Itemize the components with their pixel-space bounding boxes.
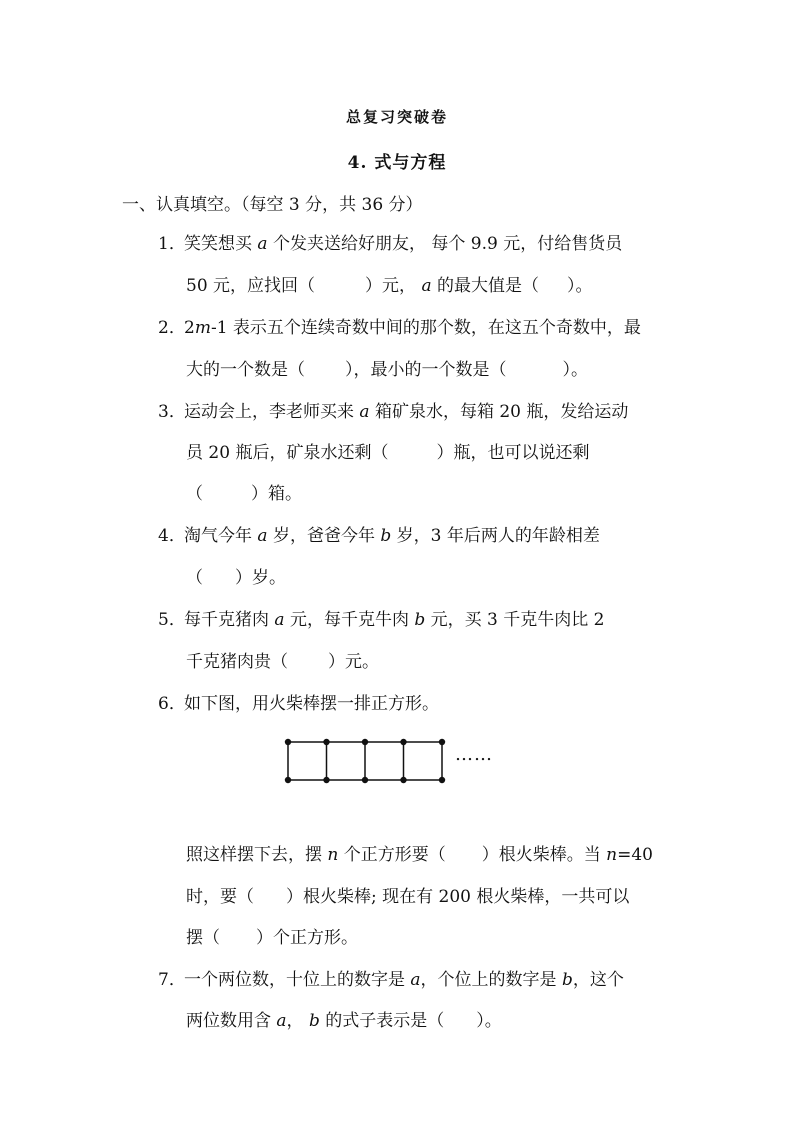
question-text: 每千克猪肉 [184, 610, 275, 630]
question-line [186, 358, 588, 382]
question-text: ）个正方形。 [256, 928, 358, 948]
paper-title: 总复习突破卷 [345, 108, 448, 126]
question-number: 6． [158, 694, 186, 714]
question-text: 箱矿泉水，每箱 20 瓶，发给运动 [369, 402, 629, 422]
question-number: 5． [158, 610, 186, 630]
math-variable: n [606, 845, 618, 865]
math-variable: b [308, 1011, 320, 1031]
question-line [158, 524, 600, 548]
question-line [158, 400, 628, 424]
question-text: 笑笑想买 [184, 234, 258, 254]
question-text: 50 元，应找回（ [186, 276, 316, 296]
math-variable: b [380, 526, 392, 546]
question-text: -1 表示五个连续奇数中间的那个数，在这五个奇数中，最 [210, 318, 641, 338]
math-variable: m [194, 318, 211, 338]
question-line [186, 843, 653, 867]
math-variable: a [421, 276, 432, 296]
question-text: 岁，爸爸今年 [267, 526, 381, 546]
question-text: ）。 [562, 360, 588, 380]
question-text: ，个位上的数字是 [420, 970, 562, 990]
matchstick-figure [280, 734, 450, 788]
matchstick-joint-dot [285, 739, 291, 745]
question-text: 员 20 瓶后，矿泉水还剩（ [186, 443, 389, 463]
question-line [186, 926, 358, 950]
question-text: 摆（ [186, 928, 220, 948]
matchstick-joint-dot [439, 777, 445, 783]
question-text: 如下图，用火柴棒摆一排正方形。 [184, 694, 439, 714]
question-text: 的式子表示是（ [319, 1011, 445, 1031]
question-text: ）。 [567, 276, 593, 296]
question-text: 2 [184, 318, 195, 338]
question-line [186, 566, 286, 590]
matchstick-joint-dot [400, 777, 406, 783]
math-variable: a [257, 526, 268, 546]
question-line [186, 441, 589, 465]
question-text: （ [186, 568, 203, 588]
matchstick-joint-dot [439, 739, 445, 745]
question-number: 2． [158, 318, 186, 338]
question-line [158, 608, 605, 632]
question-text: 淘气今年 [184, 526, 258, 546]
matchstick-joint-dot [323, 739, 329, 745]
matchstick-joint-dot [285, 777, 291, 783]
question-text: ， [286, 1011, 309, 1031]
question-text: 一个两位数，十位上的数字是 [184, 970, 411, 990]
question-text: 个正方形要（ [338, 845, 446, 865]
figure-ellipsis: …… [455, 744, 493, 765]
question-line [186, 482, 302, 506]
question-text: ）。 [476, 1011, 502, 1031]
question-line [158, 692, 439, 716]
question-line [158, 316, 641, 340]
math-variable: b [561, 970, 573, 990]
math-variable: a [410, 970, 421, 990]
math-variable: b [414, 610, 426, 630]
question-text: ）元。 [328, 652, 379, 672]
matchstick-joint-dot [362, 739, 368, 745]
question-number: 1． [158, 234, 186, 254]
chapter-title: 4. 式与方程 [347, 153, 447, 173]
question-text: ），最小的一个数是（ [345, 360, 507, 380]
question-text: ）箱。 [251, 484, 302, 504]
question-line [186, 885, 629, 909]
question-text: ）岁。 [235, 568, 286, 588]
question-text: 大的一个数是（ [186, 360, 305, 380]
question-text: 照这样摆下去，摆 [186, 845, 328, 865]
matchstick-joint-dot [400, 739, 406, 745]
question-number: 3． [158, 402, 186, 422]
question-text: =40 [617, 845, 654, 865]
question-number: 7． [158, 970, 186, 990]
question-text: ，这个 [572, 970, 624, 990]
question-text: ）元， [365, 276, 422, 296]
question-line [186, 1009, 502, 1033]
matchstick-joint-dot [362, 777, 368, 783]
question-text: 两位数用含 [186, 1011, 277, 1031]
question-text: ）根火柴棒。当 [481, 845, 607, 865]
question-text: 的最大值是（ [431, 276, 539, 296]
question-line [186, 650, 379, 674]
question-text: 个发夹送给好朋友， 每个 9.9 元，付给售货员 [267, 234, 623, 254]
question-line [158, 232, 622, 256]
question-text: 运动会上，李老师买来 [184, 402, 360, 422]
question-text: （ [186, 484, 203, 504]
question-text: ）瓶，也可以说还剩 [436, 443, 590, 463]
question-text: 元，买 3 千克牛肉比 2 [425, 610, 605, 630]
question-text: 时，要（ [186, 887, 254, 907]
question-text: ）根火柴棒; 现在有 200 根火柴棒，一共可以 [286, 887, 630, 907]
question-line [186, 274, 593, 298]
question-number: 4． [158, 526, 186, 546]
question-text: 元，每千克牛肉 [284, 610, 415, 630]
section-heading: 一、认真填空。（每空 3 分，共 36 分） [122, 195, 423, 215]
math-variable: a [274, 610, 285, 630]
math-variable: a [257, 234, 268, 254]
question-text: 岁，3 年后两人的年龄相差 [391, 526, 600, 546]
math-variable: n [327, 845, 339, 865]
question-line [158, 968, 624, 992]
math-variable: a [276, 1011, 287, 1031]
math-variable: a [359, 402, 370, 422]
question-text: 千克猪肉贵（ [186, 652, 288, 672]
matchstick-joint-dot [323, 777, 329, 783]
